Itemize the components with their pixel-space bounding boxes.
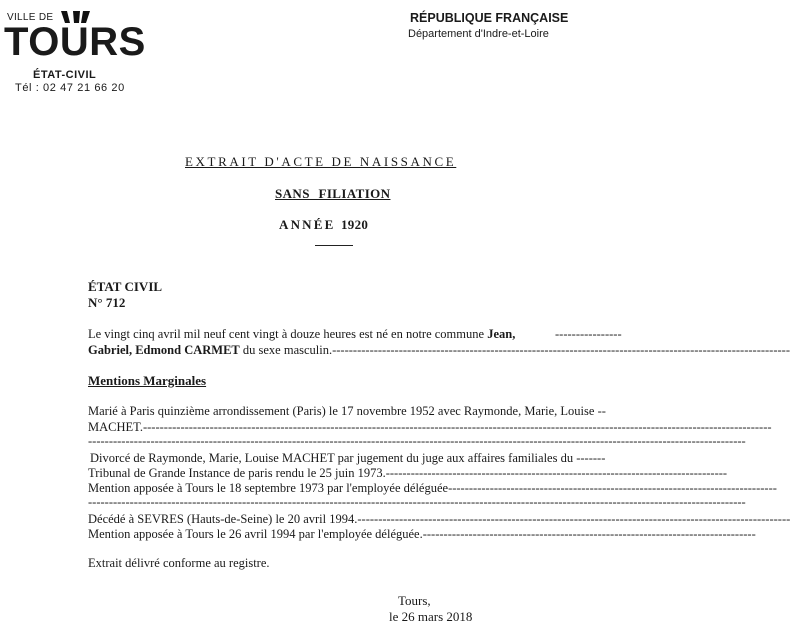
mentions-heading: Mentions Marginales	[88, 373, 207, 388]
record-section: ÉTAT CIVIL	[88, 279, 163, 294]
year-label: ANNÉE	[279, 217, 336, 232]
birth-name-full: Gabriel, Edmond CARMET	[88, 343, 240, 357]
divorce-line-3: Mention apposée à Tours le 18 septembre 1973 par l'employée déléguée-------------------------------------------------------------------------------	[88, 481, 777, 495]
service-label: ÉTAT-CIVIL	[33, 69, 97, 81]
city-label: VILLE DE	[7, 12, 54, 23]
marriage-name: MACHET.	[88, 420, 143, 434]
dash-filler: ----------------	[555, 327, 622, 341]
certification-text: Extrait délivré conforme au registre.	[88, 556, 270, 570]
birth-sex: du sexe masculin.	[239, 343, 333, 357]
document-year	[279, 217, 368, 233]
issue-date: le 26 mars 2018	[389, 609, 473, 624]
republic-label: RÉPUBLIQUE FRANÇAISE	[410, 11, 569, 25]
issue-place: Tours,	[398, 593, 431, 608]
marriage-line-2: MACHET.-------------------------------------------------------------------------------------------------------------------------------------------------------	[88, 420, 772, 434]
divorce-line-2: Tribunal de Grande Instance de paris rendu le 25 juin 1973.----------------------------------------------------------------------------------	[88, 466, 728, 480]
death-line-1: Décédé à SEVRES (Hauts-de-Seine) le 20 avril 1994.--------------------------------------------------------------------------------------------------------	[88, 512, 790, 526]
separator-line: --------------------------------------------------------------------------------------------------------------------------------------------------------------	[88, 434, 746, 448]
department-label: Département d'Indre-et-Loire	[408, 28, 549, 40]
title-divider	[315, 245, 353, 246]
separator-line: --------------------------------------------------------------------------------------------------------------------------------------------------------------	[88, 495, 746, 509]
marriage-line-1: Marié à Paris quinzième arrondissement (Paris) le 17 novembre 1952 avec Raymonde, Marie, Louise --	[88, 404, 606, 418]
divorce-text-3: Mention apposée à Tours le 18 septembre 1973 par l'employée déléguée	[88, 481, 449, 495]
phone-number: Tél : 02 47 21 66 20	[15, 82, 125, 94]
divorce-line-1: Divorcé de Raymonde, Marie, Louise MACHET par jugement du juge aux affaires familiales du -------	[90, 451, 606, 465]
divorce-text-1: Divorcé de Raymonde, Marie, Louise MACHET par jugement du juge aux affaires familiales du	[90, 451, 574, 465]
death-text-1: Décédé à SEVRES (Hauts-de-Seine) le 20 avril 1994.	[88, 512, 358, 526]
record-number: N° 712	[88, 295, 126, 310]
death-line-2: Mention apposée à Tours le 26 avril 1994 par l'employée déléguée.--------------------------------------------------------------------------------	[88, 527, 756, 541]
birth-line-2: Gabriel, Edmond CARMET du sexe masculin.--------------------------------------------------------------------------------------------------------------	[88, 343, 790, 357]
birth-name-first: Jean,	[487, 327, 516, 341]
document-title: EXTRAIT D'ACTE DE NAISSANCE	[185, 154, 457, 169]
birth-text: Le vingt cinq avril mil neuf cent vingt à douze heures est né en notre commune	[88, 327, 488, 341]
document-subtitle: SANS FILIATION	[275, 186, 391, 201]
death-text-2: Mention apposée à Tours le 26 avril 1994 par l'employée déléguée.	[88, 527, 423, 541]
birth-line-1	[88, 327, 578, 342]
city-logo-text: TOURS	[4, 20, 146, 64]
divorce-text-2: Tribunal de Grande Instance de paris rendu le 25 juin 1973.	[88, 466, 386, 480]
year-value: 1920	[340, 217, 369, 232]
